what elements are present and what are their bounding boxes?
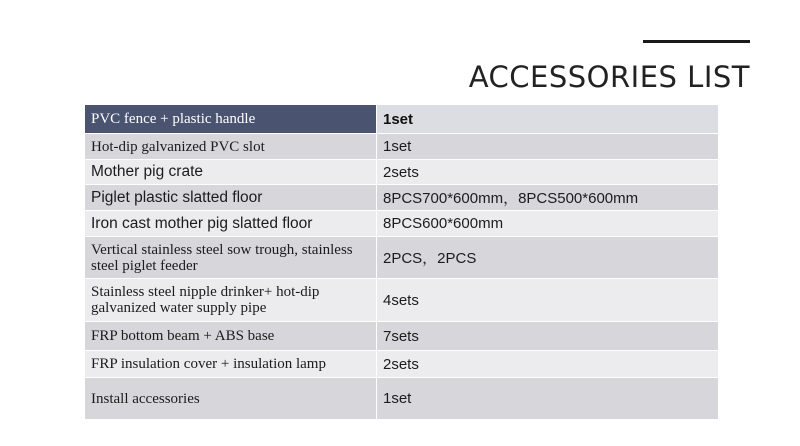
table-row (85, 378, 719, 420)
qty-cell: 4sets (377, 279, 719, 322)
item-cell: FRP insulation cover + insulation lamp (85, 351, 377, 378)
qty-cell: 7sets (377, 322, 719, 351)
item-cell: Piglet plastic slatted floor (85, 185, 377, 211)
item-cell: Install accessories (85, 378, 377, 420)
item-cell: Stainless steel nipple drinker+ hot-dip galvanized water supply pipe (85, 279, 377, 322)
item-cell: PVC fence + plastic handle (85, 105, 377, 134)
table-row (85, 351, 719, 378)
accessories-table (84, 104, 719, 420)
qty-cell: 1set (377, 378, 719, 420)
item-cell: Hot-dip galvanized PVC slot (85, 134, 377, 160)
table-row (85, 134, 719, 160)
qty-cell: 1set (377, 105, 719, 134)
table-row (85, 211, 719, 237)
item-cell: FRP bottom beam + ABS base (85, 322, 377, 351)
table-row (85, 322, 719, 351)
qty-cell: 8PCS600*600mm (377, 211, 719, 237)
title-rule (643, 40, 750, 43)
table-row (85, 185, 719, 211)
table-row (85, 160, 719, 185)
qty-cell: 1set (377, 134, 719, 160)
qty-cell: 2sets (377, 351, 719, 378)
item-cell: Vertical stainless steel sow trough, stainless steel piglet feeder (85, 237, 377, 279)
table-row (85, 279, 719, 322)
table-row (85, 105, 719, 134)
table-row (85, 237, 719, 279)
slide-title: ACCESSORIES LIST (468, 60, 750, 94)
item-cell: Mother pig crate (85, 160, 377, 185)
qty-cell: 8PCS700*600mm，8PCS500*600mm (377, 185, 719, 211)
qty-cell: 2PCS，2PCS (377, 237, 719, 279)
qty-cell: 2sets (377, 160, 719, 185)
item-cell: Iron cast mother pig slatted floor (85, 211, 377, 237)
